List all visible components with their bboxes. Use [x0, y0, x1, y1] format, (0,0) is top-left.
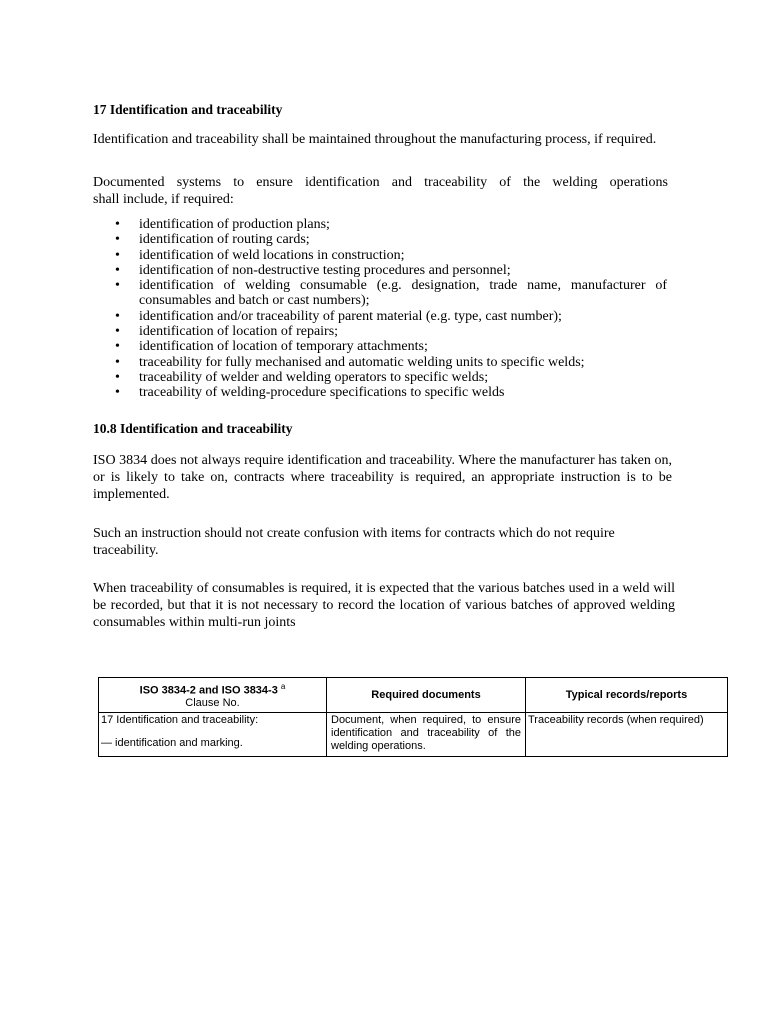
bullet-icon: • — [115, 232, 120, 248]
list-item: • identification of production plans; — [115, 217, 330, 232]
list-item: • identification of welding consumable (e.g. designation, trade name, manufacturer of consumables and batch or cast numbers); — [115, 278, 667, 309]
bullet-icon: • — [115, 324, 120, 340]
column-header-clause: ISO 3834-2 and ISO 3834-3 $^a$ Clause No. — [99, 678, 327, 713]
table-cell-documents: Document, when required, to ensure identification and traceability of the welding operations. — [327, 713, 526, 757]
bullet-icon: • — [115, 339, 120, 355]
table-cell-records: Traceability records (when required) — [526, 713, 728, 757]
table-cell-clause: 17 Identification and traceability: — identification and marking. — [99, 713, 327, 757]
requirements-table — [98, 677, 728, 757]
table-row — [99, 713, 728, 757]
section-17-heading: 17 Identification and traceability — [93, 102, 283, 117]
bullet-icon: • — [115, 385, 120, 401]
section-10-8-paragraph-3: When traceability of consumables is required, it is expected that the various batches used in a weld will be recorded, but that it is not necessary to record the location of various batches of approved welding consumables within multi-run joints — [93, 581, 675, 630]
list-item: • identification and/or traceability of parent material (e.g. type, cast number); — [115, 308, 562, 324]
list-item: • traceability for fully mechanised and automatic welding units to specific welds; — [115, 354, 585, 370]
list-item: • identification of routing cards; — [115, 232, 310, 248]
section-10-8-paragraph-1: ISO 3834 does not always require identification and traceability. Where the manufacturer has taken on, or is likely to take on, contracts where traceability is required, an appropriate instruction is to be implemented. — [93, 453, 672, 502]
column-header-required-documents: Required documents — [327, 678, 526, 713]
bullet-icon: • — [115, 369, 120, 385]
column-header-typical-records: Typical records/reports — [526, 678, 728, 713]
section-10-8-paragraph-2: Such an instruction should not create confusion with items for contracts which do not require traceability. — [93, 526, 615, 558]
section-17-lead-line2: shall include, if required: — [93, 192, 234, 207]
list-item: • identification of weld locations in construction; — [115, 247, 405, 263]
list-item: • identification of location of temporary attachments; — [115, 339, 428, 355]
section-17-lead — [93, 174, 668, 208]
section-17-bullet-list — [115, 217, 667, 401]
section-17-intro: Identification and traceability shall be maintained throughout the manufacturing process, if required. — [93, 132, 657, 147]
bullet-icon: • — [115, 308, 120, 324]
bullet-icon: • — [115, 217, 120, 232]
list-item: • traceability of welder and welding operators to specific welds; — [115, 369, 489, 385]
bullet-icon: • — [115, 278, 120, 294]
bullet-icon: • — [115, 354, 120, 370]
table-header-row — [99, 678, 728, 713]
list-item: • identification of location of repairs; — [115, 324, 339, 340]
section-17-lead-line1: Documented systems to ensure identification and traceability of the welding operations — [93, 175, 668, 190]
bullet-icon: • — [115, 262, 120, 278]
list-item: • traceability of welding-procedure specifications to specific welds — [115, 385, 505, 401]
list-item: • identification of non-destructive testing procedures and personnel; — [115, 262, 511, 278]
bullet-icon: • — [115, 247, 120, 263]
section-10-8-heading: 10.8 Identification and traceability — [93, 421, 293, 436]
